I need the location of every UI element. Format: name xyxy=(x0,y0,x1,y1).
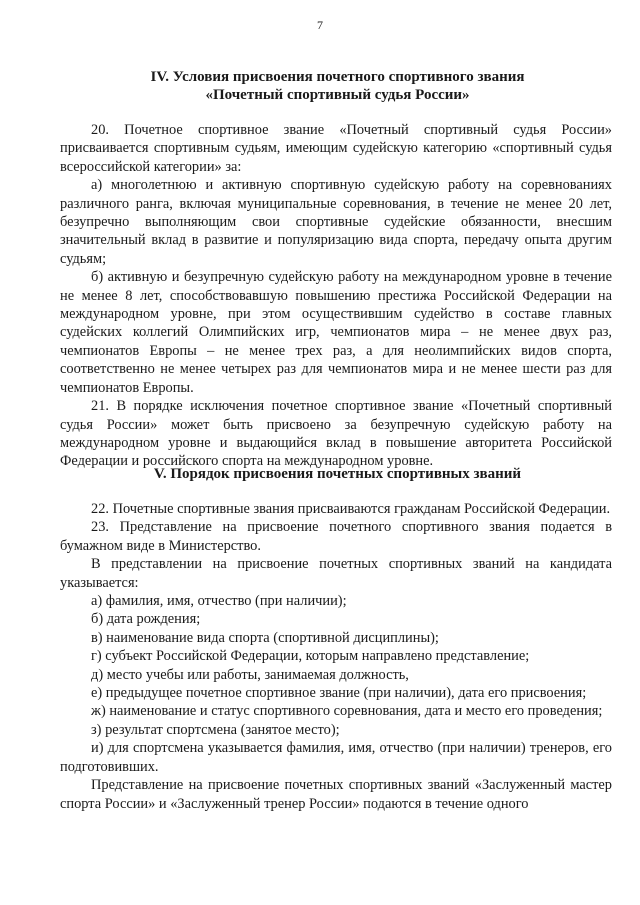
paragraph-20-a: а) многолетнюю и активную спортивную судейскую работу на соревнованиях различного ранга, включая муниципальные соревнования, в течение не менее 20 лет, безупречно выполняющим свои спортивные судейские обязанности, внесшим значительный вклад в развитие и популяризацию вида спорта, передачу опыта другим судьям; xyxy=(60,177,612,267)
section-5-title: V. Порядок присвоения почетных спортивных званий xyxy=(153,466,522,482)
list-item-i: и) для спортсмена указывается фамилия, имя, отчество (при наличии) тренеров, его подготовивших. xyxy=(60,740,612,775)
section-5-heading xyxy=(60,465,615,483)
page-number: 7 xyxy=(317,18,323,32)
paragraph-submission: Представление на присвоение почетных спортивных званий «Заслуженный мастер спорта России» и «Заслуженный тренер России» подаются в течение одного xyxy=(60,777,612,812)
section-4-title-line-2: «Почетный спортивный судья России» xyxy=(205,87,470,103)
paragraph-23: 23. Представление на присвоение почетного спортивного звания подается в бумажном виде в Министерство. xyxy=(60,519,612,554)
list-item-d: д) место учебы или работы, занимаемая должность, xyxy=(91,666,409,683)
list-item-v: в) наименование вида спорта (спортивной дисциплины); xyxy=(91,629,439,646)
paragraph-21: 21. В порядке исключения почетное спортивное звание «Почетный спортивный судья России» может быть присвоено за безупречную судейскую работу на международном уровне и выдающийся вклад в повышение авторитета Российской Федерации и российского спорта на международном уровне. xyxy=(60,398,612,470)
list-item-g: г) субъект Российской Федерации, которым направлено представление; xyxy=(91,648,530,665)
list-item-e: е) предыдущее почетное спортивное звание (при наличии), дата его присвоения; xyxy=(91,685,587,702)
section-5-body xyxy=(60,500,612,813)
paragraph-20: 20. Почетное спортивное звание «Почетный спортивный судья России» присваивается спортивным судьям, имеющим судейскую категорию «спортивный судья всероссийской категории» за: xyxy=(60,122,612,175)
list-item-b: б) дата рождения; xyxy=(91,611,201,628)
paragraph-22: 22. Почетные спортивные звания присваиваются гражданам Российской Федерации. xyxy=(91,501,611,517)
section-4-title-line-1: IV. Условия присвоения почетного спортивного звания xyxy=(150,69,525,85)
list-item-zh: ж) наименование и статус спортивного соревнования, дата и место его проведения; xyxy=(91,703,603,720)
list-item-a: а) фамилия, имя, отчество (при наличии); xyxy=(91,593,347,610)
paragraph-23-intro: В представлении на присвоение почетных спортивных званий на кандидата указывается: xyxy=(60,556,612,591)
section-4-heading xyxy=(60,68,615,104)
list-item-z: з) результат спортсмена (занятое место); xyxy=(91,721,340,738)
paragraph-20-b: б) активную и безупречную судейскую работу на международном уровне в течение не менее 8 лет, способствовавшую повышению престижа Российской Федерации на международном уровне, при этом осуществившим судейство в составе главных судейских коллегий Олимпийских игр, чемпионатов мира – не менее двух раз, чемпионатов Европы – не менее трех раз, а для неолимпийских видов спорта, соответственно не менее четырех раз для чемпионатов мира и не менее шести раз для чемпионатов Европы. xyxy=(60,269,612,396)
section-4-body xyxy=(60,121,612,471)
